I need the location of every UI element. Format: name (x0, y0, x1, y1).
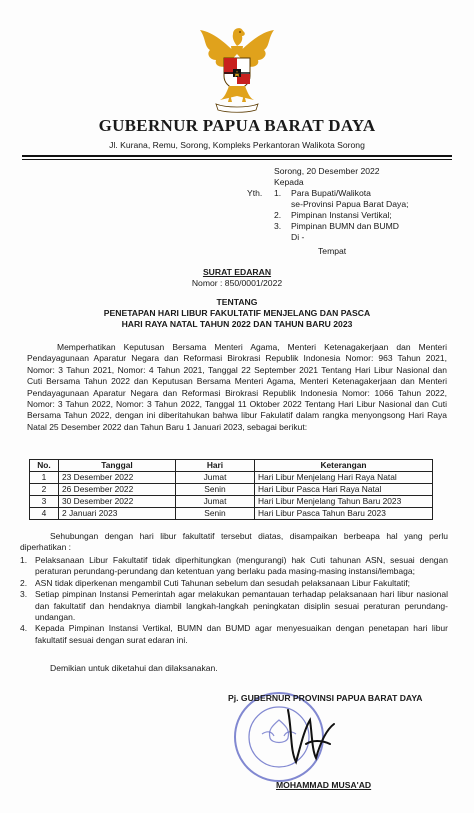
recipient-line: Di - (291, 232, 305, 242)
table-cell: Jumat (176, 496, 255, 508)
table-cell: 4 (30, 508, 59, 520)
followup-text: Sehubungan dengan hari libur fakultatif tersebut diatas, disampaikan berbeapa hal yang perlu diperhatikan : (20, 531, 448, 553)
handwritten-signature (282, 700, 342, 770)
list-number: 2. (20, 577, 28, 588)
table-cell: Hari Libur Pasca Hari Raya Natal (255, 484, 433, 496)
table-cell: 1 (30, 472, 59, 484)
list-text: Pelaksanaan Libur Fakultatif tidak diperhitungkan (mengurangi) hak Cuti tahunan ASN, sesuai dengan peraturan perundang-perundang dan ketentuan yang berlaku pada masing-masing instansi/lembaga; (35, 555, 448, 577)
yth-label: Yth. (247, 188, 263, 198)
table-row (30, 508, 433, 520)
letterhead-rule-thick (22, 155, 452, 157)
list-number: 3. (20, 589, 28, 600)
table-cell: 26 Desember 2022 (59, 484, 176, 496)
governor-title: GUBERNUR PAPUA BARAT DAYA (98, 116, 376, 135)
to-label: Kepada (274, 177, 304, 187)
garuda-pancasila-emblem (196, 24, 278, 114)
followup-paragraph (20, 531, 448, 554)
office-address: Jl. Kurana, Remu, Sorong, Kompleks Perkantoran Walikota Sorong (109, 140, 365, 150)
table-cell: Senin (176, 484, 255, 496)
list-number: 1. (20, 555, 28, 565)
list-item (20, 589, 448, 623)
recipient-line: se-Provinsi Papua Barat Daya; (291, 199, 409, 209)
list-number: 4. (20, 623, 28, 634)
table-cell: 2 Januari 2023 (59, 508, 176, 520)
list-item (20, 623, 448, 646)
table-header-row (30, 460, 433, 472)
column-header: Tanggal (59, 460, 176, 472)
recipient-number: 2. (274, 210, 282, 220)
table-row (30, 472, 433, 484)
table-row (30, 496, 433, 508)
points-list (20, 555, 448, 646)
table-cell: 23 Desember 2022 (59, 472, 176, 484)
table-cell: Senin (176, 508, 255, 520)
circular-number: Nomor : 850/0001/2022 (191, 278, 283, 288)
signatory-name: MOHAMMAD MUSA'AD (276, 780, 372, 790)
table-cell: Hari Libur Pasca Tahun Baru 2023 (255, 508, 433, 520)
list-text: ASN tidak diperkenan mengambil Cuti Tahunan sebelum dan sesudah pelaksanaan Libur Fakultatif; (35, 577, 411, 588)
column-header: Hari (176, 460, 255, 472)
intro-text: Memperhatikan Keputusan Bersama Menteri Agama, Menteri Ketenagakerjaan dan Menteri Pendayagunaan Aparatur Negara dan Reformasi Birokrasi Republik Indonesia Nomor: 963 Tahun 2021, Nomor: 3 Tahun 2021, Nomor: 4 Tahun 2021, Tanggal 22 September 2021 Tentang Hari Libur Nasional dan Cuti Bersama Tahun 2022 dan Keputusan Bersama Menteri Agama, Menteri Ketenagakerjaan dan Menteri Pendayagunaan Aparatur Negara dan Reformasi Birokrasi Republik Indonesia Nomor: 1066 Tahun 2022, Nomor: 3 Tahun 2022, Nomor: 3 Tahun 2022, Tanggal 11 Oktober 2022 Tentang Hari Libur Nasional dan Cuti Bersama Tahun 2022, dengan ini diberitahukan bahwa libur Fakulatif dalam rangka menyongsong Hari Raya Natal 25 Desember 2022 dan Tahun Baru 1 Januari 2023, sebagai berikut: (27, 342, 447, 432)
list-text: Kepada Pimpinan Instansi Vertikal, BUMN dan BUMD agar menyesuaikan dengan penetapan hari libur fakultatif sesuai dengan surat edaran ini. (35, 623, 448, 645)
about-label: TENTANG (216, 297, 258, 307)
table-cell: Hari Libur Menjelang Hari Raya Natal (255, 472, 433, 484)
column-header: Keterangan (255, 460, 433, 472)
list-text: Setiap pimpinan Instansi Pemerintah agar melakukan pemantauan terhadap pelaksanaan hari libur nasional dan fakultatif dan hendaknya diambil langkah-langkah peningkatan disiplin sesuai peraturan perundang-undangan. (35, 589, 448, 623)
table-cell: Jumat (176, 472, 255, 484)
holiday-table (29, 459, 433, 520)
column-header: No. (30, 460, 59, 472)
recipient-number: 1. (274, 188, 282, 198)
place-label: Tempat (318, 246, 347, 256)
place-date: Sorong, 20 Desember 2022 (274, 166, 380, 176)
table-cell: 30 Desember 2022 (59, 496, 176, 508)
table-cell: 2 (30, 484, 59, 496)
recipient-line: Para Bupati/Walikota (291, 188, 371, 198)
recipient-line: Pimpinan BUMN dan BUMD (291, 221, 399, 231)
signatory-position: Pj. GUBERNUR PROVINSI PAPUA BARAT DAYA (228, 693, 423, 703)
table-cell: Hari Libur Menjelang Tahun Baru 2023 (255, 496, 433, 508)
list-item (20, 555, 448, 578)
subject-line-2: HARI RAYA NATAL TAHUN 2022 DAN TAHUN BARU 2023 (121, 319, 353, 329)
subject-line-1: PENETAPAN HARI LIBUR FAKULTATIF MENJELANG DAN PASCA (103, 308, 371, 318)
closing-text: Demikian untuk diketahui dan dilaksanakan. (50, 663, 218, 673)
list-item (20, 578, 448, 589)
recipient-number: 3. (274, 221, 282, 231)
table-cell: 3 (30, 496, 59, 508)
circular-title: SURAT EDARAN (202, 267, 272, 277)
intro-paragraph (27, 342, 447, 433)
table-row (30, 484, 433, 496)
letterhead-rule-thin (22, 159, 452, 160)
recipient-line: Pimpinan Instansi Vertikal; (291, 210, 392, 220)
